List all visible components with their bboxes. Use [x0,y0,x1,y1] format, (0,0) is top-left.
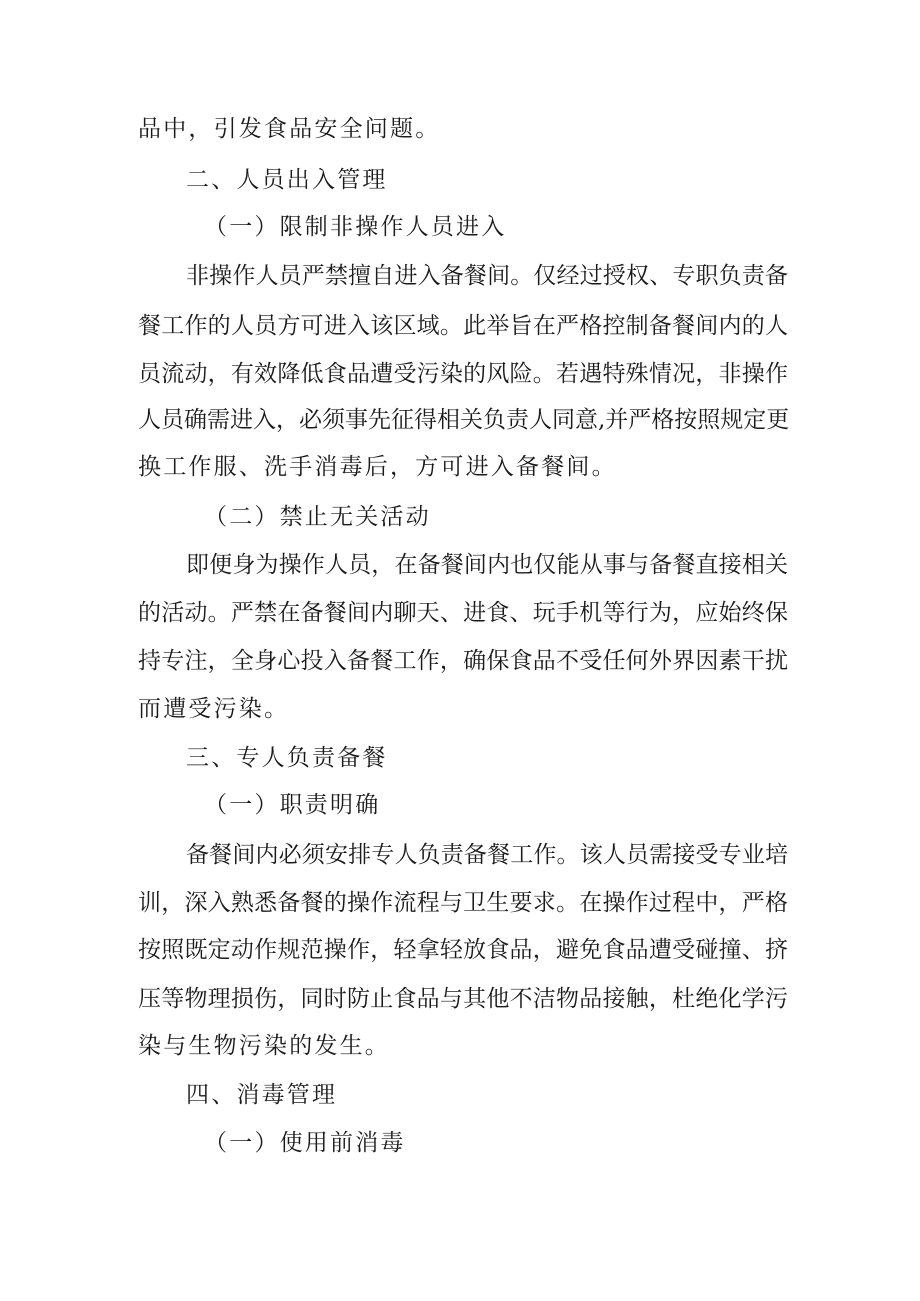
subsection-heading-3-1: （一）职责明确 [204,792,381,818]
paragraph-continuation: 品中，引发食品安全问题。 [138,116,441,142]
paragraph-line: 员流动，有效降低食品遭受污染的风险。若遇特殊情况，非操作 [138,361,788,387]
paragraph-line: 染与生物污染的发生。 [138,1033,390,1059]
paragraph-line: 换工作服、洗手消毒后，方可进入备餐间。 [138,454,617,480]
section-heading-2: 二、人员出入管理 [186,167,388,193]
paragraph-line: 人员确需进入，必须事先征得相关负责人同意,并严格按照规定更 [138,407,790,433]
section-heading-4: 四、消毒管理 [186,1082,338,1108]
paragraph-line: 而遭受污染。 [138,696,290,722]
paragraph-line: 按照既定动作规范操作，轻拿轻放食品，避免食品遭受碰撞、挤 [138,937,788,963]
paragraph-line: 的活动。严禁在备餐间内聊天、进食、玩手机等行为，应始终保 [138,600,788,626]
subsection-heading-2-2: （二）禁止无关活动 [204,504,431,530]
paragraph-line: 持专注，全身心投入备餐工作，确保食品不受任何外界因素干扰 [138,648,788,674]
subsection-heading-4-1: （一）使用前消毒 [204,1130,406,1156]
paragraph-line: 训，深入熟悉备餐的操作流程与卫生要求。在操作过程中，严格 [138,890,788,916]
paragraph-line: 餐工作的人员方可进入该区域。此举旨在严格控制备餐间内的人 [138,313,788,339]
paragraph-line: 备餐间内必须安排专人负责备餐工作。该人员需接受专业培 [186,842,788,868]
section-heading-3: 三、专人负责备餐 [186,745,388,771]
subsection-heading-2-1: （一）限制非操作人员进入 [204,214,507,240]
paragraph-line: 即便身为操作人员，在备餐间内也仅能从事与备餐直接相关 [186,552,788,578]
paragraph-line: 非操作人员严禁擅自进入备餐间。仅经过授权、专职负责备 [186,263,788,289]
paragraph-line: 压等物理损伤，同时防止食品与其他不洁物品接触，杜绝化学污 [138,986,788,1012]
